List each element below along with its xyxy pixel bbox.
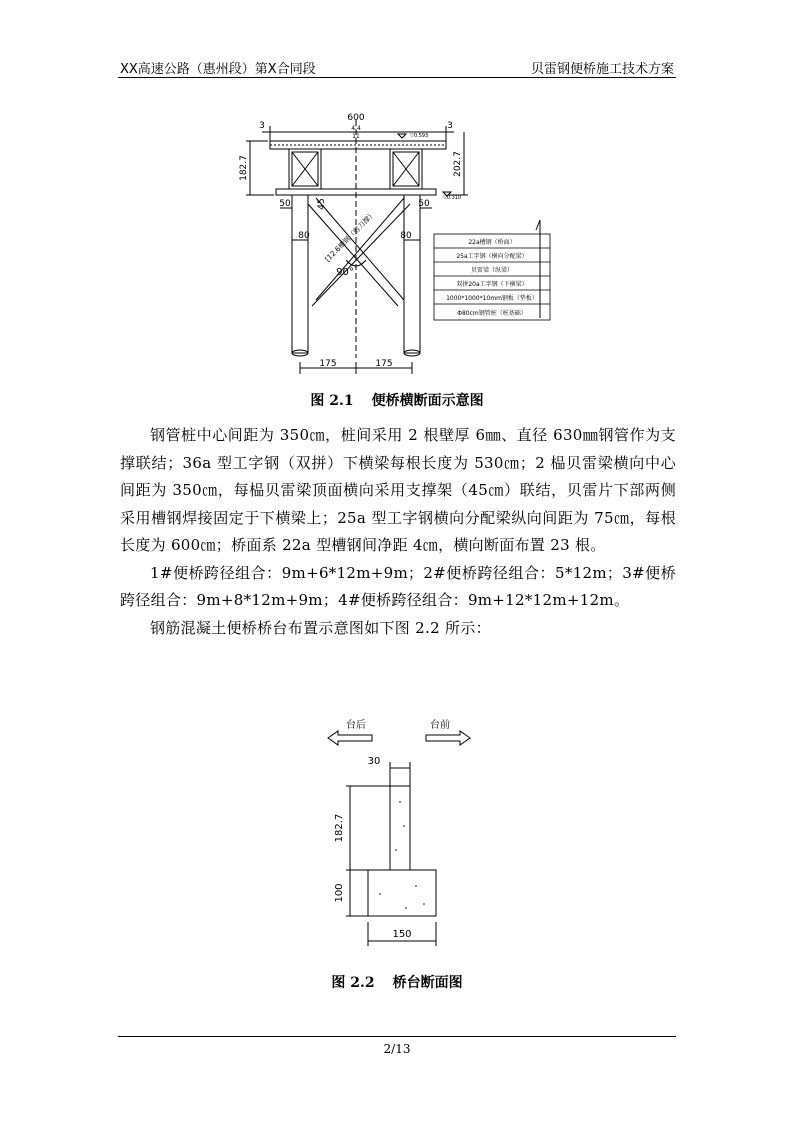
figure1-caption	[0, 390, 794, 410]
center-label: 11	[352, 133, 360, 140]
dim-right-edge: 3	[447, 121, 453, 131]
body-text	[120, 422, 676, 642]
dim-pile-top-left: 50	[279, 199, 291, 209]
dim-left-height: 182.7	[239, 155, 249, 181]
center-marks: 4 4	[351, 125, 361, 132]
paragraph-1: 钢管桩中心间距为 350㎝，桩间采用 2 根壁厚 6㎜、直径 630㎜钢管作为支撑联结；36a 型工字钢（双拼）下横梁每根长度为 530㎝；2 榀贝雷梁横向中心间距为 350㎝，每榀贝雷梁顶面横向采用支撑架（45㎝）联结，贝雷片下部两侧采用槽钢焊接固定于下横梁上；25a 型工字钢横向分配梁纵向间距为 75㎝，每根长度为 600㎝；桥面系 22a 型槽钢间净距 4㎝，横向断面布置 23 根。	[120, 426, 676, 554]
paragraph-2: 1#便桥跨径组合：9m+6*12m+9m；2#便桥跨径组合：5*12m；3#便桥跨径组合：9m+8*12m+9m；4#便桥跨径组合：9m+12*12m+12m。	[120, 563, 676, 609]
legend-item-5: 1000*1000*10mm钢板（垫板）	[446, 295, 538, 302]
header-rule	[118, 77, 676, 78]
figure2-caption	[0, 972, 794, 992]
dim-abutment-base-width: 150	[392, 929, 412, 940]
dim-pile-left-dia: 80	[298, 231, 310, 241]
dim-top-width: 600	[347, 113, 365, 123]
dim-left-edge: 3	[259, 121, 265, 131]
legend-item-4: 双拼20a工字钢（下横梁）	[456, 281, 528, 288]
elev-top: ▽0.593	[410, 133, 429, 139]
paragraph-3: 钢筋混凝土便桥桥台布置示意图如下图 2.2 所示：	[150, 618, 491, 637]
figure1-caption-title: 便桥横断面示意图	[371, 393, 484, 409]
dim-abutment-wall: 182.7	[334, 813, 345, 843]
dim-abutment-base-height: 100	[334, 883, 345, 903]
legend-item-3: 贝雷梁（纵梁）	[470, 267, 514, 274]
dim-abutment-top: 30	[367, 756, 381, 767]
footer-rule	[118, 1036, 676, 1037]
dim-pile-top-right: 50	[418, 199, 430, 209]
dim-bottom-left: 175	[319, 359, 337, 369]
dim-brace-width: 45	[317, 198, 327, 210]
brace-label: [12.6槽钢（剪刀撑）	[323, 210, 378, 264]
figure2-caption-title: 桥台断面图	[392, 975, 463, 991]
arrow-back-label: 台后	[346, 720, 366, 731]
page-number: 2/13	[383, 1042, 411, 1056]
figure1-caption-number: 图 2.1	[310, 393, 354, 409]
header-right-title: 贝雷钢便桥施工技术方案	[530, 62, 674, 77]
figure2-caption-number: 图 2.2	[331, 975, 375, 991]
elev-mid: ▽0.310	[443, 195, 462, 201]
dim-bottom-right: 175	[375, 359, 393, 369]
dim-pile-right-dia: 80	[400, 231, 412, 241]
figure-bridge-cross-section	[228, 100, 568, 380]
legend-item-2: 25a工字钢（横向分配梁）	[456, 253, 528, 260]
arrow-front-label: 台前	[430, 720, 450, 731]
brace-angle: 90°	[336, 267, 354, 278]
figure-abutment-section	[320, 716, 480, 956]
legend-item-6: Φ80cm钢管桩（桩基础）	[457, 310, 527, 317]
dim-right-height: 202.7	[453, 151, 463, 177]
legend-item-1: 22a槽钢（桥面）	[468, 239, 516, 246]
header-left-title: XX高速公路（惠州段）第X合同段	[120, 62, 316, 77]
